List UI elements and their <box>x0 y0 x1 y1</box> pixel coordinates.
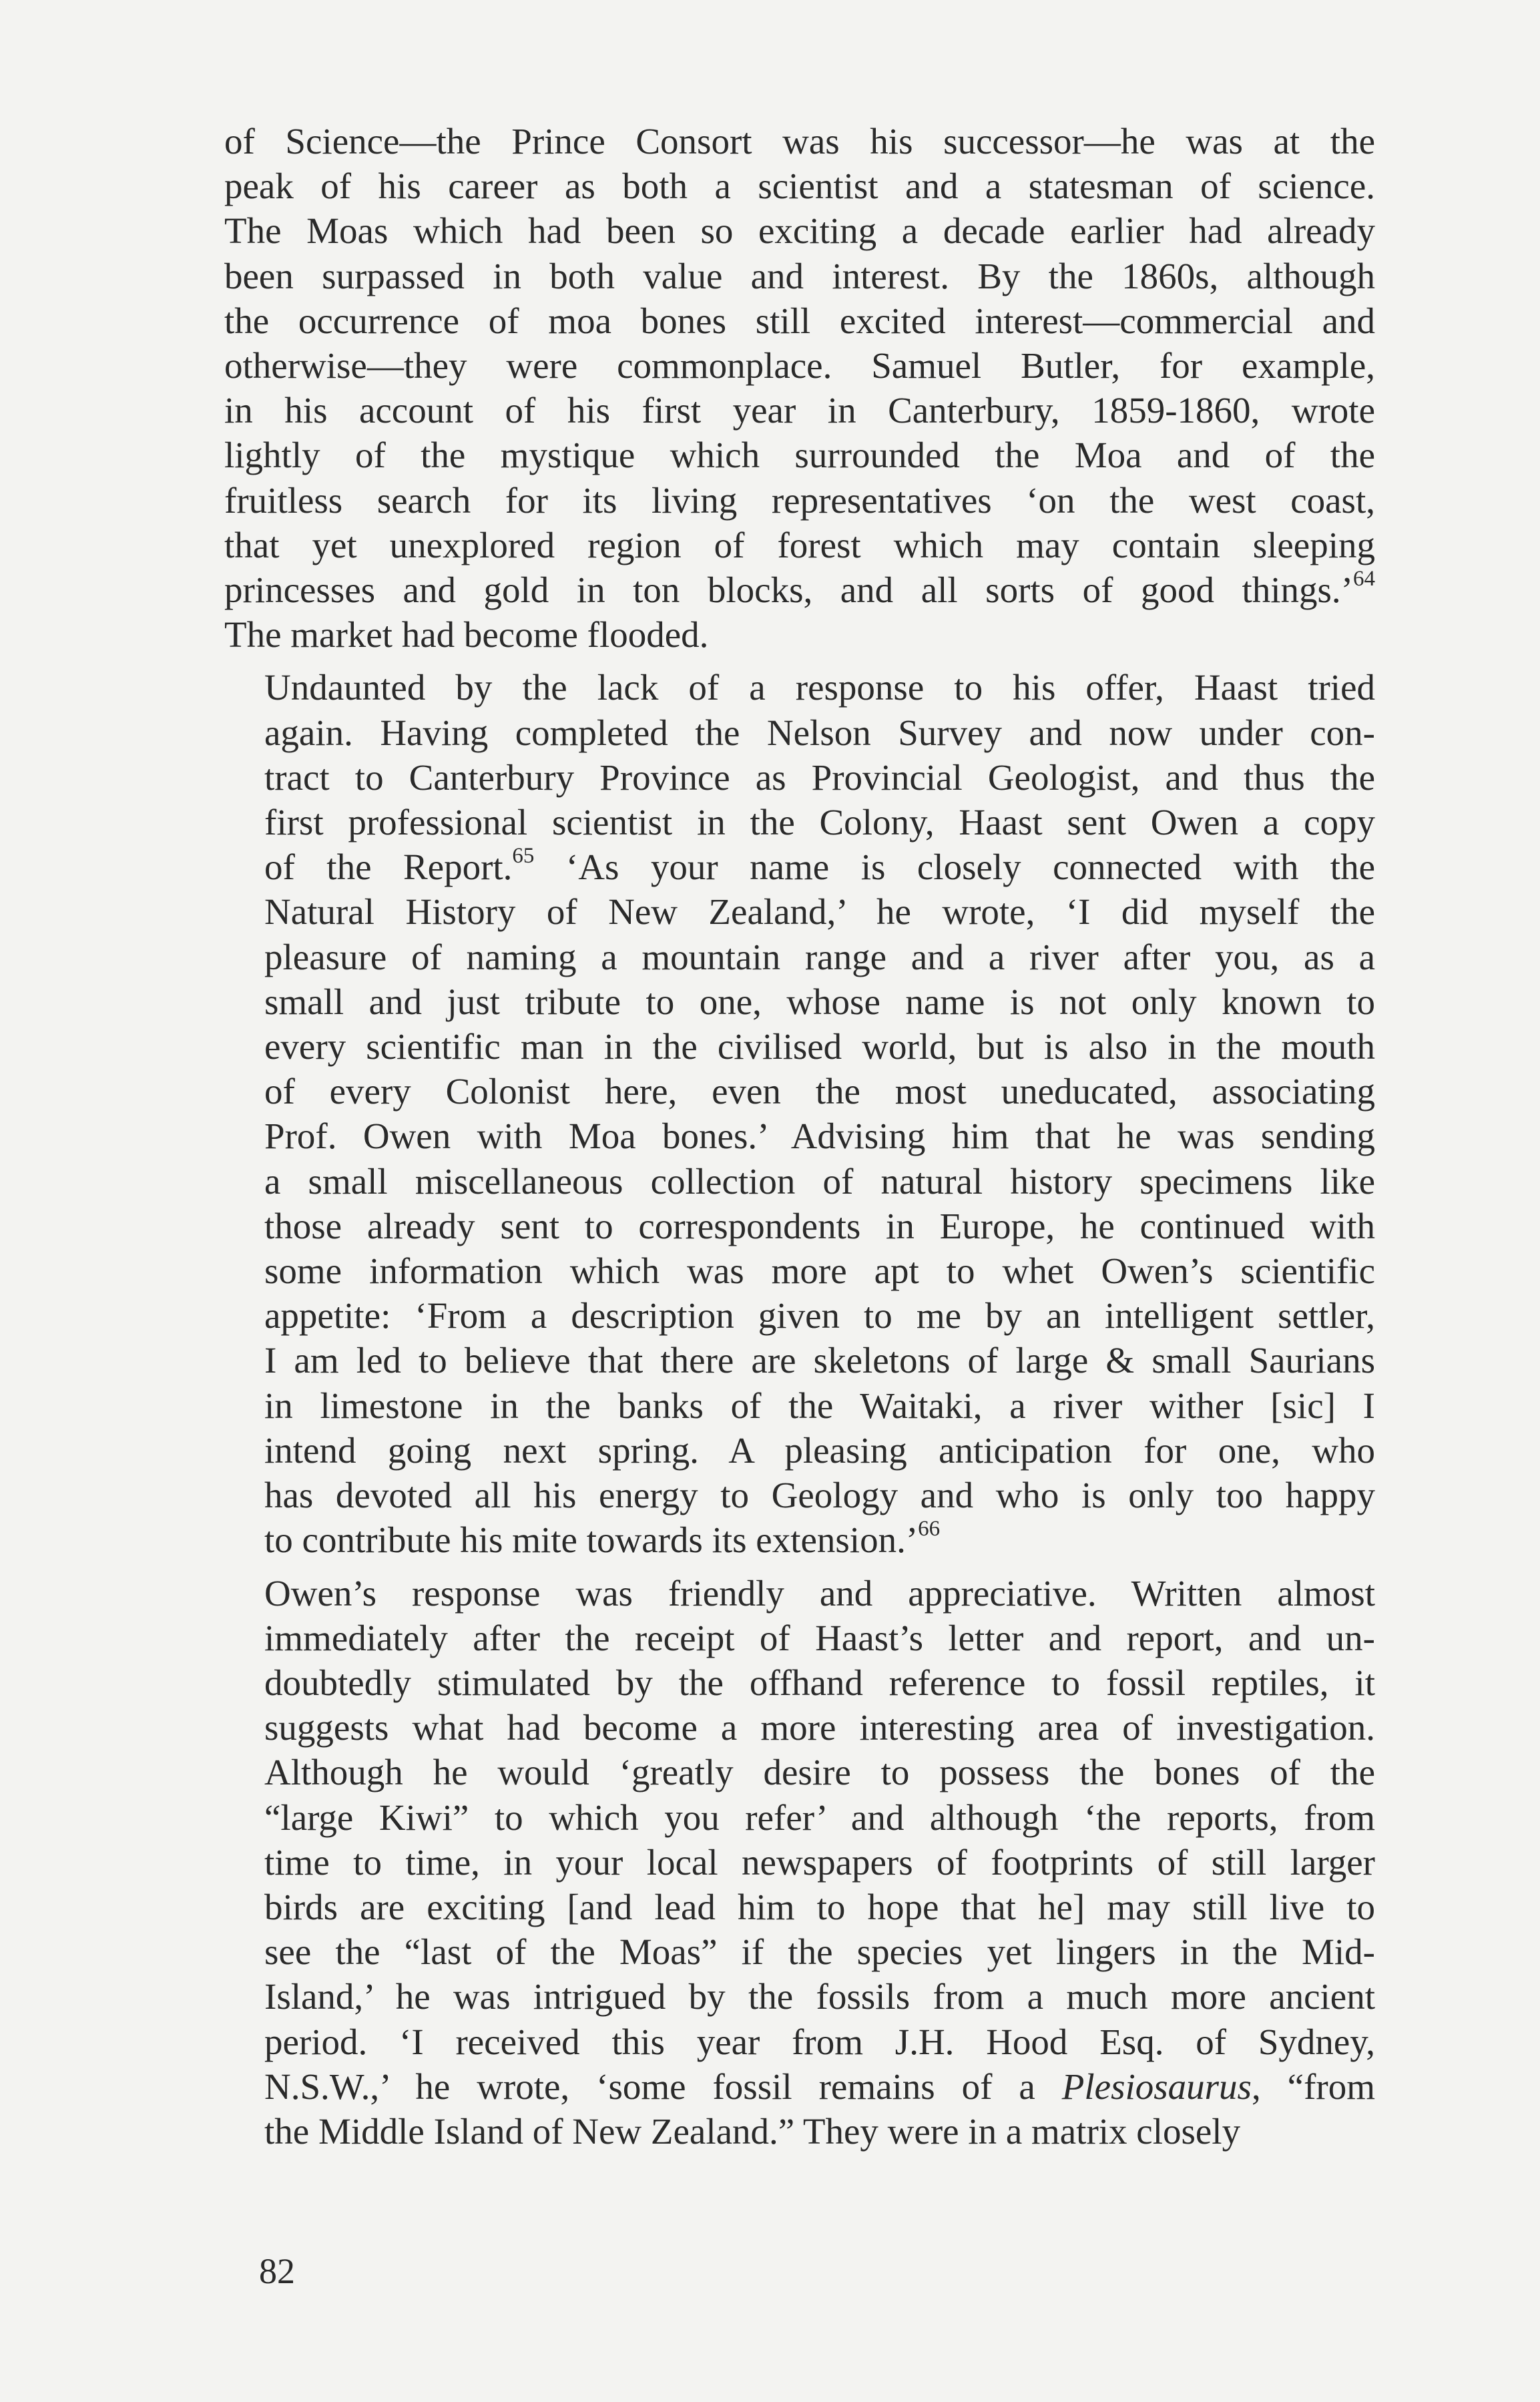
text-line: in limestone in the banks of the Waitaki, a river wither [sic] I <box>264 1385 1375 1426</box>
text-line: see the “last of the Moas” if the species yet lingers in the Mid- <box>264 1931 1375 1973</box>
text-line: I am led to believe that there are skeletons of large & small Saurians <box>264 1340 1375 1381</box>
italic-term: Plesiosaurus <box>1061 2066 1252 2107</box>
paragraph <box>224 119 1375 657</box>
text-line: of the Report.$^{65}$ ‘As your name is closely connected with the <box>264 843 1376 888</box>
text-line: Natural History of New Zealand,’ he wrote, ‘I did myself the <box>264 891 1375 933</box>
text-line: again. Having completed the Nelson Survey and now under con- <box>264 712 1375 753</box>
text-line: Although he would ‘greatly desire to possess the bones of the <box>264 1752 1375 1793</box>
text-line: intend going next spring. A pleasing anticipation for one, who <box>264 1429 1375 1471</box>
text-line: princesses and gold in ton blocks, and all sorts of good things.’$^{64}$ <box>224 566 1375 611</box>
text-line: The market had become flooded. <box>224 614 709 656</box>
text-line: small and just tribute to one, whose name is not only known to <box>264 981 1375 1022</box>
text-line: in his account of his first year in Canterbury, 1859-1860, wrote <box>224 390 1375 431</box>
footnote-marker: 66 <box>918 1516 941 1541</box>
text-line: Owen’s response was friendly and appreciative. Written almost <box>264 1572 1375 1614</box>
text-line: tract to Canterbury Province as Provincial Geologist, and thus the <box>264 756 1375 798</box>
text-line: of Science—the Prince Consort was his successor—he was at the <box>224 121 1375 162</box>
text-line: appetite: ‘From a description given to me by an intelligent settler, <box>264 1295 1375 1337</box>
text-line: a small miscellaneous collection of natural history specimens like <box>264 1160 1375 1202</box>
text-line: time to time, in your local newspapers of footprints of still larger <box>264 1841 1375 1883</box>
text-line: immediately after the receipt of Haast’s letter and report, and un- <box>264 1617 1375 1658</box>
page-number: 82 <box>259 2251 295 2291</box>
text-line: period. ‘I received this year from J.H. Hood Esq. of Sydney, <box>264 2021 1375 2062</box>
footnote-marker: 65 <box>512 843 535 868</box>
text-line: the occurrence of moa bones still excited interest—commercial and <box>224 300 1375 341</box>
text-line: “large Kiwi” to which you refer’ and although ‘the reports, from <box>264 1796 1375 1838</box>
text-line: first professional scientist in the Colony, Haast sent Owen a copy <box>264 802 1375 843</box>
text-line: N.S.W.,’ he wrote, ‘some fossil remains of a Plesiosaurus, “from <box>264 2066 1375 2107</box>
text-line: suggests what had become a more interesting area of investigation. <box>264 1707 1375 1748</box>
text-line: to contribute his mite towards its extension.’$^{66}$ <box>264 1516 941 1561</box>
text-line: some information which was more apt to whet Owen’s scientific <box>264 1250 1375 1292</box>
text-line: pleasure of naming a mountain range and a river after you, as a <box>264 936 1375 977</box>
paragraph <box>224 1571 1375 2154</box>
text-line: fruitless search for its living representatives ‘on the west coast, <box>224 479 1375 521</box>
text-line: peak of his career as both a scientist and a statesman of science. <box>224 166 1375 207</box>
text-line: birds are exciting [and lead him to hope that he] may still live to <box>264 1886 1375 1927</box>
text-line: doubtedly stimulated by the offhand reference to fossil reptiles, it <box>264 1662 1375 1703</box>
text-line: has devoted all his energy to Geology and who is only too happy <box>264 1475 1375 1516</box>
text-line: that yet unexplored region of forest which may contain sleeping <box>224 524 1375 565</box>
text-line: the Middle Island of New Zealand.” They were in a matrix closely <box>264 2110 1241 2152</box>
text-line: been surpassed in both value and interest. By the 1860s, although <box>224 255 1375 296</box>
page-body <box>224 119 1375 2154</box>
text-line: Undaunted by the lack of a response to his offer, Haast tried <box>264 667 1375 708</box>
text-line: Island,’ he was intrigued by the fossils from a much more ancient <box>264 1976 1375 2017</box>
text-line: Prof. Owen with Moa bones.’ Advising him that he was sending <box>264 1116 1375 1157</box>
paragraph <box>224 665 1375 1562</box>
footnote-marker: 64 <box>1353 566 1375 591</box>
text-line: otherwise—they were commonplace. Samuel Butler, for example, <box>224 345 1375 387</box>
text-line: lightly of the mystique which surrounded the Moa and of the <box>224 435 1375 476</box>
text-line: of every Colonist here, even the most uneducated, associating <box>264 1071 1375 1112</box>
text-line: those already sent to correspondents in Europe, he continued with <box>264 1205 1375 1246</box>
text-line: every scientific man in the civilised world, but is also in the mouth <box>264 1026 1375 1067</box>
text-line: The Moas which had been so exciting a decade earlier had already <box>224 210 1375 252</box>
